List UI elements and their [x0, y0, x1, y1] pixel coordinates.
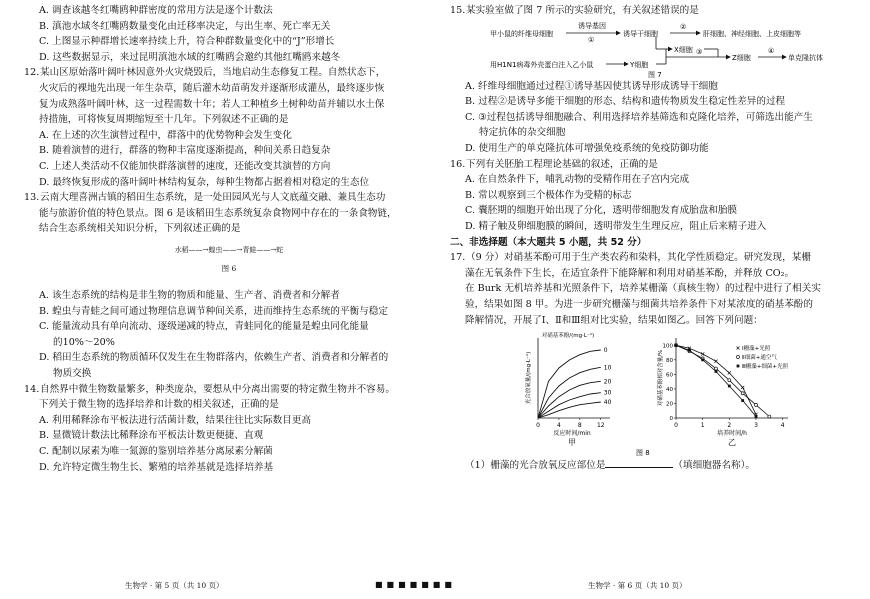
q12-stem-line: 复为成熟落叶阔叶林，这一过程需数十年；若人工种植乡土树种幼苗并辅以水土保 [39, 98, 385, 110]
legend-entry: Ⅱ细菌+通空气 [742, 355, 777, 362]
series-line [538, 393, 601, 418]
q13-option-d-cont: 物质交换 [53, 368, 92, 380]
q16-number: 16. [450, 158, 466, 170]
q12-stem-line: 持措施，可将恢复周期缩短至十几年。下列叙述不正确的是 [39, 114, 289, 126]
q13-option-d: D. 稻田生态系统的物质循环仅发生在生物群落内，依赖生产者、消费者和分解者的 [39, 352, 389, 364]
y-tick-label: 40 [666, 387, 673, 394]
step-2-label: ② [680, 22, 687, 31]
ips-cell-label: 诱导干细胞 [623, 29, 658, 38]
data-point [728, 371, 731, 374]
legend-entry: Ⅲ栅藻+细菌+光照 [742, 364, 789, 371]
y-tick-label: 0 [669, 416, 673, 423]
x-cell-label: X细胞 [674, 45, 693, 54]
q12-option-a: A. 在上述的次生演替过程中，群落中的优势物种会发生变化 [39, 129, 292, 141]
x-axis-label: 培养时间/h [717, 430, 747, 438]
step-1-label: ① [588, 35, 595, 44]
q15-option-a: A. 纤维母细胞通过过程①诱导基因使其诱导形成诱导干细胞 [465, 80, 718, 92]
q17-sub1: （1）栅藻的光合放氧反应部位是 （填细胞器名称）。 [465, 460, 755, 472]
legend-marker [737, 365, 740, 368]
x-tick-label: 2 [727, 422, 732, 430]
q14-stem: 14.自然界中微生物数量繁多，种类庞杂，要想从中分离出需要的特定微生物并不容易。 [24, 382, 434, 398]
q13-option-c-cont: 的10%～20% [53, 336, 115, 348]
data-point [715, 367, 718, 370]
q14-stem-line: 下列关于微生物的选择培养和计数的相关叙述，正确的是 [39, 399, 279, 411]
q12-stem-line: 火灾后的裸地先出现一年生杂草，随后灌木幼苗萌发并逐渐形成灌丛，最终逐步恢 [39, 82, 385, 94]
x-tick-label: 0 [674, 422, 678, 430]
figure-7-diagram [460, 19, 870, 79]
y-tick-label: 60 [666, 372, 673, 379]
q15-option-b: B. 过程②是诱导多能干细胞的形态、结构和遗传物质发生稳定性差异的过程 [465, 96, 786, 108]
series-line [538, 367, 601, 418]
q15-stem: 15.某实验室做了图 7 所示的实验研究，有关叙述错误的是 [450, 3, 860, 19]
q16-option-c: C. 囊胚期的细胞开始出现了分化，透明带细胞发育成胎盘和胎膜 [465, 205, 738, 217]
x-tick-label: 3 [754, 422, 758, 430]
differentiated-cells-label: 肝细胞、神经细胞、上皮细胞等 [703, 29, 801, 38]
q11-option-d: D. 这些数据显示，来过昆明滇池水域的红嘴鸥会邀约其他红嘴鸥来越冬 [39, 51, 341, 63]
q17-stem-line: 在 Burk 无机培养基和光照条件下，培养某栅藻（真核生物）的过程中进行了相关实 [465, 283, 821, 295]
q16-option-b: B. 常以观察到三个极体作为受精的标志 [465, 189, 632, 201]
data-point [688, 349, 691, 352]
data-point [714, 360, 717, 363]
q15-option-c: C. ③过程包括诱导细胞融合、利用选择培养基筛选和克隆化培养，可筛选出能产生 [465, 111, 813, 123]
x-tick-label: 4 [557, 422, 561, 430]
q14-option-d: D. 允许特定微生物生长、繁殖的培养基就是选择培养基 [39, 461, 274, 473]
q16-stem: 16.下列有关胚胎工程理论基础的叙述，正确的是 [450, 157, 860, 173]
data-point [755, 404, 758, 407]
food-chain-figure: 水稻——→蝗虫——→青蛙——→蛇 [174, 245, 284, 254]
q13-stem-line: 结合生态系统相关知识分析，下列叙述正确的是 [39, 223, 241, 235]
y-axis-label: 对硝基苯酚相对含量/% [658, 349, 664, 407]
step-3-label: ③ [696, 47, 703, 56]
data-point [728, 385, 731, 388]
data-point [715, 370, 718, 373]
antigen-injection-label: 用H1N1病毒外壳蛋白注入乙小鼠 [490, 60, 594, 69]
series-label: 30 [603, 389, 612, 397]
q14-option-a: A. 利用稀释涂布平板法进行活菌计数，结果往往比实际数目更高 [39, 414, 312, 426]
data-point [728, 379, 731, 382]
x-tick-label: 8 [577, 422, 582, 430]
q14-option-b: B. 显微镜计数法比稀释涂布平板法计数更便捷、直观 [39, 430, 264, 442]
series-label: 40 [603, 399, 612, 407]
chart-title: 甲 [568, 438, 576, 448]
footer-page-5: 生物学 · 第 5 页（共 10 页） [125, 581, 224, 590]
data-point [741, 399, 744, 402]
section-2-heading: 二、非选择题（本大题共 5 小题，共 52 分） [450, 236, 647, 248]
q12-number: 12. [24, 67, 40, 79]
y-tick-label: 20 [666, 401, 673, 408]
figure-6-caption: 图 6 [221, 263, 237, 273]
q17-stem-line: 验，结果如图 8 甲。为进一步研究栅藻与细菌共培养条件下对某浓度的硝基苯酚的 [465, 298, 813, 310]
y-axis-label: 光合放氧量/(mg·L⁻¹) [526, 351, 532, 405]
legend-marker [737, 356, 740, 359]
x-tick-label: 1 [700, 422, 705, 430]
x-tick-label: 4 [780, 422, 785, 430]
figure-7-caption: 图 7 [648, 70, 662, 79]
q17-stem-line: 藻在无氧条件下生长，在适宜条件下能降解和利用对硝基苯酚，并释放 CO₂。 [465, 267, 795, 279]
q12-stem: 12.某山区原始落叶阔叶林因意外火灾烧毁后，当地启动生态修复工程。自然状态下， [24, 65, 434, 81]
q17-stem-line: 降解情况，开展了Ⅰ、Ⅱ和Ⅲ组对比实验，结果如图乙。回答下列问题： [465, 314, 763, 326]
answer-blank[interactable] [605, 458, 673, 468]
legend-entry: Ⅰ栅藻+光照 [742, 346, 771, 353]
figure-8-caption: 图 8 [636, 449, 650, 458]
q13-option-c: C. 能量流动具有单向流动、逐级递减的特点，青蛙同化的能量是蝗虫同化能量 [39, 321, 369, 333]
data-point [741, 386, 744, 389]
page-divider-marks: ■■■■■■■ [375, 580, 456, 589]
y-tick-label: 80 [666, 357, 673, 364]
q14-number: 14. [24, 383, 40, 395]
q11-option-b: B. 滇池水域冬红嘴鸥数量变化由迁移率决定，与出生率、死亡率无关 [39, 20, 331, 32]
q13-option-a: A. 该生态系统的结构是非生物的物质和能量、生产者、消费者和分解者 [39, 290, 340, 302]
figure-8-charts [450, 328, 860, 458]
x-axis-label: 反应时间/min [553, 430, 591, 438]
data-point [701, 352, 704, 355]
legend-title: 对硝基苯酚/(mg·L⁻¹) [541, 333, 595, 340]
series-label: 20 [603, 378, 612, 386]
q17-stem: 17.（9 分）对硝基苯酚可用于生产类农药和染料，其化学性质稳定。研究发现，某栅 [450, 250, 860, 266]
q16-option-d: D. 精子触及卵细胞膜的瞬间，透明带发生生理反应，阻止后来精子进入 [465, 220, 767, 232]
q15-option-d: D. 使用生产的单克隆抗体可增强免疫系统的免疫防御功能 [465, 142, 709, 154]
q13-option-b: B. 蝗虫与青蛙之间可通过物理信息调节种间关系，进而维持生态系统的平衡与稳定 [39, 305, 388, 317]
q14-option-c: C. 配制以尿素为唯一氮源的鉴别培养基分离尿素分解菌 [39, 446, 273, 458]
monoclonal-antibody-label: 单克隆抗体 [788, 53, 823, 62]
q13-stem-line: 能与旅游价值的特色景点。图 6 是该稻田生态系统复杂食物网中存在的一条食物链， [39, 207, 397, 219]
q15-option-c-cont: 特定抗体的杂交细胞 [479, 127, 566, 139]
right-column [450, 0, 860, 474]
q17-number: 17. [450, 252, 466, 264]
fibroblast-label: 甲小鼠的纤维母细胞 [490, 29, 553, 38]
data-point [741, 392, 744, 395]
footer-page-6: 生物学 · 第 6 页（共 10 页） [588, 581, 687, 590]
legend-marker [737, 347, 740, 350]
x-tick-label: 0 [536, 422, 540, 430]
series-label: 0 [603, 347, 608, 355]
series-line [538, 402, 601, 418]
data-point [755, 415, 758, 418]
data-point [675, 344, 678, 347]
left-column [24, 0, 434, 475]
data-point [768, 415, 771, 418]
q13-number: 13. [24, 192, 40, 204]
q12-option-b: B. 随着演替的进行，群落的物种丰富度逐渐提高，种间关系日趋复杂 [39, 145, 331, 157]
data-point [701, 359, 704, 362]
q11-option-a: A. 调查该越冬红嘴鸥种群密度的常用方法是逐个计数法 [39, 5, 273, 16]
z-cell-label: Z细胞 [732, 53, 751, 62]
q16-option-a: A. 在自然条件下，哺乳动物的受精作用在子宫内完成 [465, 174, 690, 186]
q12-option-d: D. 最终恢复形成的落叶阔叶林结构复杂，每种生物都占据着相对稳定的生态位 [39, 176, 370, 188]
q15-number: 15. [450, 5, 466, 16]
y-tick-label: 100 [662, 343, 673, 350]
x-tick-label: 12 [596, 422, 605, 430]
series-label: 10 [603, 364, 612, 372]
y-cell-label: Y细胞 [630, 60, 649, 69]
step-4-label: ④ [768, 46, 775, 55]
q11-option-c: C. 上图显示种群增长速率持续上升，符合种群数量变化中的“J”形增长 [39, 36, 335, 48]
induction-gene-label: 诱导基因 [578, 21, 606, 30]
q13-stem: 13.云南大理喜洲古镇的稻田生态系统，是一处田园风光与人文底蕴交融、兼具生态功 [24, 190, 434, 206]
q12-option-c: C. 上述人类活动不仅能加快群落演替的速度，还能改变其演替的方向 [39, 160, 331, 172]
chart-title: 乙 [728, 438, 736, 448]
